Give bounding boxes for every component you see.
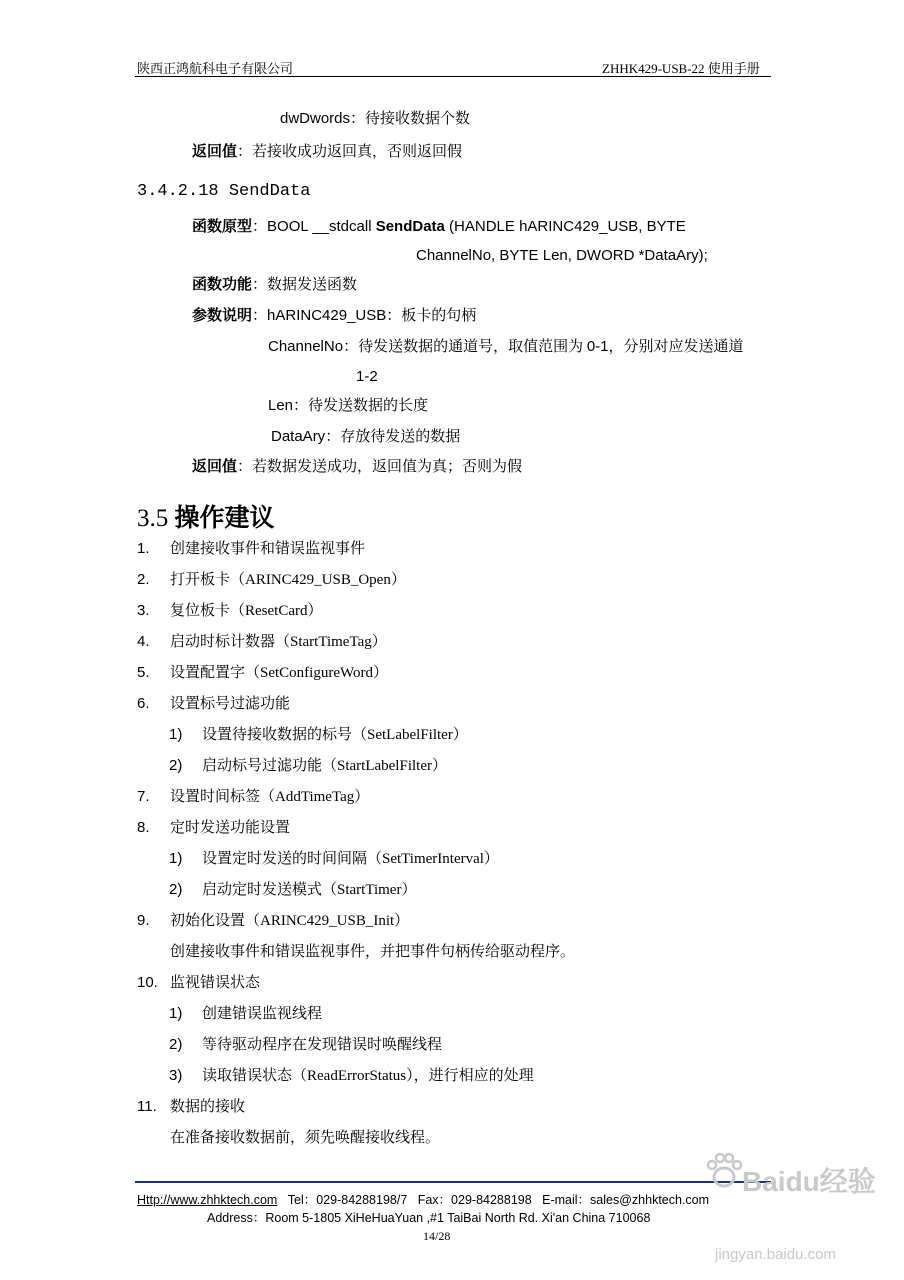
footer-tel: Tel：029-84288198/7 — [287, 1193, 408, 1207]
item-number: 9. — [137, 912, 150, 929]
param-channelno-cont: 1-2 — [356, 368, 378, 385]
item-text: 初始化设置（ARINC429_USB_Init） — [170, 913, 410, 929]
item-number: 7. — [137, 788, 150, 805]
item-number: 2) — [169, 1036, 183, 1053]
footer-address: Address：Room 5-1805 XiHeHuaYuan ,#1 TaiBai North Rd. Xi'an China 710068 — [207, 1211, 651, 1225]
param4-name: DataAry — [271, 428, 326, 445]
item-number: 8. — [137, 819, 150, 836]
item-number: 2. — [137, 571, 150, 588]
section-3-5-number: 3.5 — [137, 505, 169, 532]
footer-divider — [135, 1181, 771, 1183]
item-number: 2) — [169, 881, 183, 898]
param2-range: 0-1 — [586, 338, 609, 355]
param1-name: hARINC429_USB — [267, 307, 387, 324]
item-text: 定时发送功能设置 — [170, 820, 291, 836]
item-number: 3. — [137, 602, 150, 619]
prototype-function-name: SendData — [375, 218, 445, 235]
section-title: SendData — [228, 182, 311, 201]
watermark — [704, 1150, 744, 1195]
param3-name: Len — [268, 397, 294, 414]
item-number: 4. — [137, 633, 150, 650]
item-number: 1) — [169, 1005, 183, 1022]
item-number: 2) — [169, 757, 183, 774]
item-number: 5. — [137, 664, 150, 681]
purpose-label: 函数功能 — [192, 277, 253, 293]
item-text: 数据的接收 — [170, 1099, 246, 1115]
function-prototype-cont: ChannelNo, BYTE Len, DWORD *DataAry); — [416, 247, 708, 264]
param2-name: ChannelNo — [268, 338, 344, 355]
item-text: 设置标号过滤功能 — [170, 696, 291, 712]
function-purpose — [192, 276, 357, 294]
item-text: 读取错误状态（ReadErrorStatus），进行相应的处理 — [202, 1068, 534, 1084]
item-text: 创建接收事件和错误监视事件 — [170, 541, 366, 557]
item-number: 3) — [169, 1067, 183, 1084]
params-label: 参数说明 — [192, 308, 253, 324]
footer-email[interactable]: E-mail：sales@zhhktech.com — [542, 1193, 710, 1207]
section-heading-3-5 — [137, 498, 275, 534]
item-text: 创建错误监视线程 — [202, 1006, 323, 1022]
param2-desc-a: ：待发送数据的通道号，取值范围为 — [343, 339, 587, 355]
item-text: 创建接收事件和错误监视事件，并把事件句柄传给驱动程序。 — [170, 944, 576, 960]
footer-website-link[interactable]: Http://www.zhhktech.com — [137, 1193, 278, 1207]
item-text: 设置时间标签（AddTimeTag） — [170, 789, 370, 805]
watermark-url: jingyan.baidu.com — [715, 1246, 836, 1263]
prototype-sep: ： — [252, 219, 268, 235]
section-3-5-title: 操作建议 — [174, 505, 275, 532]
item-text: 启动定时发送模式（StartTimer） — [202, 882, 417, 898]
footer-fax: Fax：029-84288198 — [417, 1193, 532, 1207]
item-text: 复位板卡（ResetCard） — [170, 603, 323, 619]
param1-desc: ：板卡的句柄 — [386, 308, 477, 324]
param-len — [268, 397, 428, 415]
section-number: 3.4.2.18 — [137, 182, 219, 201]
function-prototype — [192, 218, 686, 236]
return-label: 返回值 — [192, 144, 238, 160]
param3-desc: ：待发送数据的长度 — [293, 398, 429, 414]
purpose-text: ：数据发送函数 — [252, 277, 358, 293]
param-dwdwords — [280, 110, 470, 128]
section-heading-3-4-2-18 — [137, 182, 310, 201]
item-text: 监视错误状态 — [170, 975, 261, 991]
prototype-part1: BOOL __stdcall — [267, 218, 376, 235]
watermark-brand: Baidu经验 — [742, 1166, 876, 1197]
prototype-label: 函数原型 — [192, 219, 253, 235]
item-text: 启动标号过滤功能（StartLabelFilter） — [202, 758, 447, 774]
param2-desc-b: ，分别对应发送通道 — [608, 339, 744, 355]
item-text: 启动时标计数器（StartTimeTag） — [170, 634, 387, 650]
return-text-send: ：若数据发送成功，返回值为真；否则为假 — [237, 459, 523, 475]
item-text: 设置待接收数据的标号（SetLabelFilter） — [202, 727, 468, 743]
params-sep: ： — [252, 308, 268, 324]
item-text: 打开板卡（ARINC429_USB_Open） — [170, 572, 406, 588]
item-number: 1) — [169, 726, 183, 743]
param-hdevice — [192, 307, 476, 325]
param-channelno — [268, 338, 744, 356]
item-text: 设置定时发送的时间间隔（SetTimerInterval） — [202, 851, 499, 867]
param-dwdwords-name: dwDwords — [280, 110, 351, 127]
item-number: 10. — [137, 974, 158, 991]
item-number: 1) — [169, 850, 183, 867]
item-number: 11. — [137, 1098, 157, 1115]
header-divider — [135, 76, 771, 77]
item-number: 6. — [137, 695, 150, 712]
return-value-receive — [192, 143, 462, 161]
item-number: 1. — [137, 540, 150, 557]
footer-contact-line — [137, 1190, 709, 1208]
paw-logo-icon — [704, 1150, 744, 1190]
return-value-send — [192, 458, 522, 476]
return-label-send: 返回值 — [192, 459, 238, 475]
header-manual-title: ZHHK429-USB-22 使用手册 — [602, 61, 760, 76]
item-text: 在准备接收数据前，须先唤醒接收线程。 — [170, 1130, 441, 1146]
param-dataary — [271, 428, 460, 446]
item-text: 设置配置字（SetConfigureWord） — [170, 665, 388, 681]
item-text: 等待驱动程序在发现错误时唤醒线程 — [202, 1037, 443, 1053]
page-number: 14/28 — [423, 1229, 451, 1243]
return-text: ：若接收成功返回真，否则返回假 — [237, 144, 463, 160]
param-dwdwords-desc: ：待接收数据个数 — [350, 111, 471, 127]
param4-desc: ：存放待发送的数据 — [325, 429, 461, 445]
prototype-part2: (HANDLE hARINC429_USB, BYTE — [444, 218, 686, 235]
header-company: 陕西正鸿航科电子有限公司 — [137, 61, 294, 76]
